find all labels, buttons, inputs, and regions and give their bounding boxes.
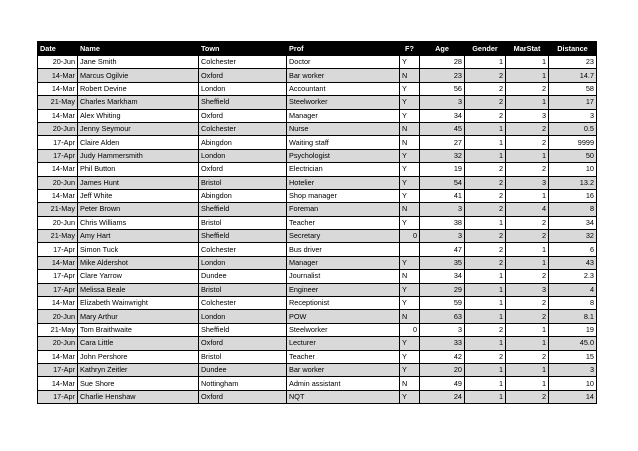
cell-prof[interactable]: Admin assistant bbox=[287, 377, 400, 390]
cell-town[interactable]: Dundee bbox=[199, 270, 287, 283]
cell-date[interactable]: 17-Apr bbox=[38, 363, 78, 376]
table-row bbox=[38, 350, 597, 363]
cell-age[interactable]: 49 bbox=[420, 377, 465, 390]
header-marstat[interactable]: MarStat bbox=[506, 42, 549, 56]
cell-date[interactable]: 20-Jun bbox=[38, 176, 78, 189]
cell-town[interactable]: Nottingham bbox=[199, 377, 287, 390]
cell-prof[interactable]: Bar worker bbox=[287, 363, 400, 376]
cell-town[interactable]: Oxford bbox=[199, 109, 287, 122]
cell-distance[interactable]: 3 bbox=[549, 109, 597, 122]
cell-date[interactable]: 21-May bbox=[38, 96, 78, 109]
cell-age[interactable]: 3 bbox=[420, 203, 465, 216]
cell-date[interactable]: 14-Mar bbox=[38, 109, 78, 122]
cell-prof[interactable]: Receptionist bbox=[287, 297, 400, 310]
cell-gender[interactable]: 1 bbox=[465, 270, 506, 283]
cell-name[interactable]: Alex Whiting bbox=[78, 109, 199, 122]
cell-prof[interactable]: Accountant bbox=[287, 82, 400, 95]
cell-gender[interactable]: 1 bbox=[465, 363, 506, 376]
cell-gender[interactable]: 1 bbox=[465, 136, 506, 149]
cell-prof[interactable]: Teacher bbox=[287, 350, 400, 363]
cell-gender[interactable]: 2 bbox=[465, 230, 506, 243]
cell-date[interactable]: 20-Jun bbox=[38, 216, 78, 229]
cell-town[interactable]: Abingdon bbox=[199, 136, 287, 149]
cell-age[interactable]: 3 bbox=[420, 323, 465, 336]
table-row bbox=[38, 122, 597, 135]
cell-prof[interactable]: Bus driver bbox=[287, 243, 400, 256]
cell-gender[interactable]: 1 bbox=[465, 216, 506, 229]
cell-distance[interactable]: 8 bbox=[549, 297, 597, 310]
cell-town[interactable]: Bristol bbox=[199, 216, 287, 229]
table-row bbox=[38, 56, 597, 69]
cell-f7[interactable]: N bbox=[400, 122, 420, 135]
cell-gender[interactable]: 2 bbox=[465, 69, 506, 82]
cell-distance[interactable]: 4 bbox=[549, 283, 597, 296]
cell-town[interactable]: Colchester bbox=[199, 243, 287, 256]
cell-age[interactable]: 19 bbox=[420, 163, 465, 176]
cell-marstat[interactable]: 1 bbox=[506, 149, 549, 162]
cell-name[interactable]: Kathryn Zeitler bbox=[78, 363, 199, 376]
table-row bbox=[38, 203, 597, 216]
cell-marstat[interactable]: 1 bbox=[506, 243, 549, 256]
header-age[interactable]: Age bbox=[420, 42, 465, 56]
cell-name[interactable]: Jeff White bbox=[78, 189, 199, 202]
cell-date[interactable]: 14-Mar bbox=[38, 377, 78, 390]
cell-prof[interactable]: Manager bbox=[287, 109, 400, 122]
cell-town[interactable]: Colchester bbox=[199, 122, 287, 135]
cell-name[interactable]: John Pershore bbox=[78, 350, 199, 363]
cell-age[interactable]: 35 bbox=[420, 256, 465, 269]
data-table bbox=[37, 41, 597, 404]
cell-age[interactable]: 63 bbox=[420, 310, 465, 323]
cell-age[interactable]: 3 bbox=[420, 96, 465, 109]
cell-distance[interactable]: 8 bbox=[549, 203, 597, 216]
cell-gender[interactable]: 2 bbox=[465, 243, 506, 256]
cell-gender[interactable]: 2 bbox=[465, 109, 506, 122]
cell-marstat[interactable]: 1 bbox=[506, 363, 549, 376]
cell-distance[interactable]: 3 bbox=[549, 363, 597, 376]
cell-distance[interactable]: 9999 bbox=[549, 136, 597, 149]
table-row bbox=[38, 96, 597, 109]
header-town[interactable]: Town bbox=[199, 42, 287, 56]
cell-marstat[interactable]: 1 bbox=[506, 69, 549, 82]
cell-date[interactable]: 14-Mar bbox=[38, 256, 78, 269]
cell-marstat[interactable]: 1 bbox=[506, 377, 549, 390]
cell-town[interactable]: Dundee bbox=[199, 363, 287, 376]
cell-marstat[interactable]: 2 bbox=[506, 163, 549, 176]
cell-date[interactable]: 21-May bbox=[38, 230, 78, 243]
cell-prof[interactable]: POW bbox=[287, 310, 400, 323]
cell-gender[interactable]: 2 bbox=[465, 96, 506, 109]
cell-prof[interactable]: NQT bbox=[287, 390, 400, 403]
cell-name[interactable]: James Hunt bbox=[78, 176, 199, 189]
cell-name[interactable]: Sue Shore bbox=[78, 377, 199, 390]
table-row bbox=[38, 270, 597, 283]
table-row bbox=[38, 337, 597, 350]
cell-f7[interactable] bbox=[400, 243, 420, 256]
table-row bbox=[38, 363, 597, 376]
cell-f7[interactable]: N bbox=[400, 310, 420, 323]
cell-f7[interactable]: 0 bbox=[400, 323, 420, 336]
cell-date[interactable]: 17-Apr bbox=[38, 390, 78, 403]
header-name[interactable]: Name bbox=[78, 42, 199, 56]
cell-distance[interactable]: 0.5 bbox=[549, 122, 597, 135]
table-row bbox=[38, 256, 597, 269]
cell-town[interactable]: Bristol bbox=[199, 350, 287, 363]
cell-prof[interactable]: Steelworker bbox=[287, 96, 400, 109]
cell-age[interactable]: 29 bbox=[420, 283, 465, 296]
table-row bbox=[38, 243, 597, 256]
cell-age[interactable]: 38 bbox=[420, 216, 465, 229]
cell-date[interactable]: 14-Mar bbox=[38, 163, 78, 176]
header-date[interactable]: Date bbox=[38, 42, 78, 56]
cell-distance[interactable]: 19 bbox=[549, 323, 597, 336]
cell-marstat[interactable]: 2 bbox=[506, 310, 549, 323]
cell-town[interactable]: Oxford bbox=[199, 163, 287, 176]
cell-name[interactable]: Clare Yarrow bbox=[78, 270, 199, 283]
cell-distance[interactable]: 23 bbox=[549, 56, 597, 69]
cell-f7[interactable]: Y bbox=[400, 56, 420, 69]
cell-age[interactable]: 54 bbox=[420, 176, 465, 189]
cell-date[interactable]: 14-Mar bbox=[38, 297, 78, 310]
cell-town[interactable]: Sheffield bbox=[199, 96, 287, 109]
cell-town[interactable]: Bristol bbox=[199, 176, 287, 189]
cell-marstat[interactable]: 1 bbox=[506, 337, 549, 350]
cell-age[interactable]: 32 bbox=[420, 149, 465, 162]
cell-town[interactable]: London bbox=[199, 82, 287, 95]
cell-gender[interactable]: 1 bbox=[465, 283, 506, 296]
cell-date[interactable]: 20-Jun bbox=[38, 337, 78, 350]
cell-marstat[interactable]: 1 bbox=[506, 189, 549, 202]
cell-gender[interactable]: 2 bbox=[465, 350, 506, 363]
cell-prof[interactable]: Hotelier bbox=[287, 176, 400, 189]
cell-f7[interactable]: Y bbox=[400, 109, 420, 122]
table-row bbox=[38, 136, 597, 149]
cell-age[interactable]: 41 bbox=[420, 189, 465, 202]
cell-age[interactable]: 23 bbox=[420, 69, 465, 82]
cell-age[interactable]: 27 bbox=[420, 136, 465, 149]
cell-town[interactable]: Bristol bbox=[199, 283, 287, 296]
table-row bbox=[38, 109, 597, 122]
cell-gender[interactable]: 2 bbox=[465, 256, 506, 269]
cell-prof[interactable]: Steelworker bbox=[287, 323, 400, 336]
cell-name[interactable]: Marcus Ogilvie bbox=[78, 69, 199, 82]
cell-f7[interactable]: 0 bbox=[400, 230, 420, 243]
cell-gender[interactable]: 1 bbox=[465, 337, 506, 350]
cell-date[interactable]: 20-Jun bbox=[38, 56, 78, 69]
cell-f7[interactable]: Y bbox=[400, 163, 420, 176]
cell-age[interactable]: 59 bbox=[420, 297, 465, 310]
cell-marstat[interactable]: 4 bbox=[506, 203, 549, 216]
cell-name[interactable]: Claire Alden bbox=[78, 136, 199, 149]
cell-town[interactable]: Oxford bbox=[199, 69, 287, 82]
cell-marstat[interactable]: 3 bbox=[506, 176, 549, 189]
cell-date[interactable]: 21-May bbox=[38, 203, 78, 216]
cell-name[interactable]: Amy Hart bbox=[78, 230, 199, 243]
cell-town[interactable]: Sheffield bbox=[199, 323, 287, 336]
cell-age[interactable]: 24 bbox=[420, 390, 465, 403]
cell-prof[interactable]: Bar worker bbox=[287, 69, 400, 82]
header-gender[interactable]: Gender bbox=[465, 42, 506, 56]
cell-marstat[interactable]: 2 bbox=[506, 270, 549, 283]
cell-distance[interactable]: 8.1 bbox=[549, 310, 597, 323]
cell-gender[interactable]: 2 bbox=[465, 323, 506, 336]
cell-town[interactable]: Abingdon bbox=[199, 189, 287, 202]
cell-gender[interactable]: 1 bbox=[465, 149, 506, 162]
cell-name[interactable]: Jane Smith bbox=[78, 56, 199, 69]
table-row bbox=[38, 297, 597, 310]
cell-date[interactable]: 14-Mar bbox=[38, 350, 78, 363]
cell-distance[interactable]: 16 bbox=[549, 189, 597, 202]
cell-marstat[interactable]: 2 bbox=[506, 390, 549, 403]
cell-date[interactable]: 20-Jun bbox=[38, 122, 78, 135]
cell-prof[interactable]: Foreman bbox=[287, 203, 400, 216]
cell-distance[interactable]: 50 bbox=[549, 149, 597, 162]
cell-f7[interactable]: Y bbox=[400, 337, 420, 350]
cell-f7[interactable]: N bbox=[400, 377, 420, 390]
cell-town[interactable]: Colchester bbox=[199, 56, 287, 69]
cell-f7[interactable]: Y bbox=[400, 363, 420, 376]
table-row bbox=[38, 390, 597, 403]
cell-distance[interactable]: 15 bbox=[549, 350, 597, 363]
cell-town[interactable]: London bbox=[199, 256, 287, 269]
cell-prof[interactable]: Manager bbox=[287, 256, 400, 269]
cell-age[interactable]: 56 bbox=[420, 82, 465, 95]
cell-name[interactable]: Tom Braithwaite bbox=[78, 323, 199, 336]
cell-prof[interactable]: Engineer bbox=[287, 283, 400, 296]
cell-gender[interactable]: 2 bbox=[465, 189, 506, 202]
cell-marstat[interactable]: 2 bbox=[506, 350, 549, 363]
cell-f7[interactable]: Y bbox=[400, 82, 420, 95]
cell-distance[interactable]: 10 bbox=[549, 163, 597, 176]
cell-name[interactable]: Mary Arthur bbox=[78, 310, 199, 323]
cell-gender[interactable]: 2 bbox=[465, 203, 506, 216]
cell-gender[interactable]: 1 bbox=[465, 310, 506, 323]
cell-marstat[interactable]: 1 bbox=[506, 256, 549, 269]
cell-date[interactable]: 17-Apr bbox=[38, 149, 78, 162]
cell-age[interactable]: 3 bbox=[420, 230, 465, 243]
cell-age[interactable]: 42 bbox=[420, 350, 465, 363]
cell-name[interactable]: Melissa Beale bbox=[78, 283, 199, 296]
cell-marstat[interactable]: 2 bbox=[506, 82, 549, 95]
cell-prof[interactable]: Psychologist bbox=[287, 149, 400, 162]
cell-gender[interactable]: 2 bbox=[465, 163, 506, 176]
cell-marstat[interactable]: 1 bbox=[506, 96, 549, 109]
header-f7[interactable]: F? bbox=[400, 42, 420, 56]
table-row bbox=[38, 283, 597, 296]
cell-gender[interactable]: 2 bbox=[465, 82, 506, 95]
cell-distance[interactable]: 32 bbox=[549, 230, 597, 243]
cell-date[interactable]: 20-Jun bbox=[38, 310, 78, 323]
cell-f7[interactable]: N bbox=[400, 69, 420, 82]
cell-prof[interactable]: Nurse bbox=[287, 122, 400, 135]
cell-f7[interactable]: Y bbox=[400, 149, 420, 162]
cell-distance[interactable]: 45.0 bbox=[549, 337, 597, 350]
cell-town[interactable]: Sheffield bbox=[199, 230, 287, 243]
cell-date[interactable]: 17-Apr bbox=[38, 136, 78, 149]
cell-distance[interactable]: 14 bbox=[549, 390, 597, 403]
cell-distance[interactable]: 6 bbox=[549, 243, 597, 256]
cell-f7[interactable]: Y bbox=[400, 256, 420, 269]
cell-gender[interactable]: 1 bbox=[465, 297, 506, 310]
cell-marstat[interactable]: 2 bbox=[506, 122, 549, 135]
cell-f7[interactable]: Y bbox=[400, 350, 420, 363]
cell-date[interactable]: 14-Mar bbox=[38, 189, 78, 202]
cell-f7[interactable]: Y bbox=[400, 216, 420, 229]
cell-name[interactable]: Mike Aldershot bbox=[78, 256, 199, 269]
table-row bbox=[38, 216, 597, 229]
cell-prof[interactable]: Electrician bbox=[287, 163, 400, 176]
cell-town[interactable]: Sheffield bbox=[199, 203, 287, 216]
cell-date[interactable]: 21-May bbox=[38, 323, 78, 336]
cell-f7[interactable]: Y bbox=[400, 390, 420, 403]
cell-name[interactable]: Charlie Henshaw bbox=[78, 390, 199, 403]
table-row bbox=[38, 82, 597, 95]
header-distance[interactable]: Distance bbox=[549, 42, 597, 56]
cell-name[interactable]: Cara Little bbox=[78, 337, 199, 350]
table-row bbox=[38, 176, 597, 189]
cell-marstat[interactable]: 1 bbox=[506, 323, 549, 336]
cell-marstat[interactable]: 3 bbox=[506, 283, 549, 296]
cell-name[interactable]: Simon Tuck bbox=[78, 243, 199, 256]
cell-date[interactable]: 14-Mar bbox=[38, 69, 78, 82]
cell-date[interactable]: 17-Apr bbox=[38, 270, 78, 283]
cell-name[interactable]: Jenny Seymour bbox=[78, 122, 199, 135]
cell-date[interactable]: 17-Apr bbox=[38, 283, 78, 296]
cell-town[interactable]: London bbox=[199, 149, 287, 162]
cell-f7[interactable]: N bbox=[400, 136, 420, 149]
cell-marstat[interactable]: 3 bbox=[506, 109, 549, 122]
cell-f7[interactable]: N bbox=[400, 270, 420, 283]
table-row bbox=[38, 163, 597, 176]
cell-prof[interactable]: Lecturer bbox=[287, 337, 400, 350]
cell-gender[interactable]: 1 bbox=[465, 377, 506, 390]
cell-name[interactable]: Robert Devine bbox=[78, 82, 199, 95]
table-row bbox=[38, 377, 597, 390]
cell-town[interactable]: Colchester bbox=[199, 297, 287, 310]
cell-date[interactable]: 17-Apr bbox=[38, 243, 78, 256]
cell-prof[interactable]: Secretary bbox=[287, 230, 400, 243]
table-row bbox=[38, 230, 597, 243]
cell-age[interactable]: 34 bbox=[420, 109, 465, 122]
cell-age[interactable]: 20 bbox=[420, 363, 465, 376]
cell-town[interactable]: Oxford bbox=[199, 390, 287, 403]
cell-gender[interactable]: 2 bbox=[465, 176, 506, 189]
cell-age[interactable]: 47 bbox=[420, 243, 465, 256]
cell-f7[interactable]: N bbox=[400, 203, 420, 216]
cell-distance[interactable]: 10 bbox=[549, 377, 597, 390]
table-row bbox=[38, 149, 597, 162]
cell-distance[interactable]: 13.2 bbox=[549, 176, 597, 189]
cell-prof[interactable]: Shop manager bbox=[287, 189, 400, 202]
table-row bbox=[38, 189, 597, 202]
cell-f7[interactable]: Y bbox=[400, 297, 420, 310]
cell-marstat[interactable]: 2 bbox=[506, 230, 549, 243]
cell-name[interactable]: Elizabeth Wainwright bbox=[78, 297, 199, 310]
cell-age[interactable]: 45 bbox=[420, 122, 465, 135]
cell-prof[interactable]: Doctor bbox=[287, 56, 400, 69]
table-row bbox=[38, 323, 597, 336]
cell-age[interactable]: 28 bbox=[420, 56, 465, 69]
cell-distance[interactable]: 2.3 bbox=[549, 270, 597, 283]
cell-date[interactable]: 14-Mar bbox=[38, 82, 78, 95]
cell-prof[interactable]: Journalist bbox=[287, 270, 400, 283]
table-body bbox=[38, 56, 597, 404]
cell-f7[interactable]: Y bbox=[400, 96, 420, 109]
cell-marstat[interactable]: 2 bbox=[506, 216, 549, 229]
cell-distance[interactable]: 17 bbox=[549, 96, 597, 109]
cell-gender[interactable]: 1 bbox=[465, 390, 506, 403]
cell-name[interactable]: Judy Hammersmith bbox=[78, 149, 199, 162]
cell-distance[interactable]: 43 bbox=[549, 256, 597, 269]
cell-prof[interactable]: Waiting staff bbox=[287, 136, 400, 149]
cell-distance[interactable]: 34 bbox=[549, 216, 597, 229]
cell-gender[interactable]: 1 bbox=[465, 122, 506, 135]
cell-marstat[interactable]: 2 bbox=[506, 297, 549, 310]
cell-name[interactable]: Phil Button bbox=[78, 163, 199, 176]
cell-distance[interactable]: 14.7 bbox=[549, 69, 597, 82]
cell-town[interactable]: Oxford bbox=[199, 337, 287, 350]
cell-name[interactable]: Chris Williams bbox=[78, 216, 199, 229]
cell-marstat[interactable]: 2 bbox=[506, 136, 549, 149]
cell-prof[interactable]: Teacher bbox=[287, 216, 400, 229]
cell-name[interactable]: Peter Brown bbox=[78, 203, 199, 216]
cell-town[interactable]: London bbox=[199, 310, 287, 323]
cell-marstat[interactable]: 1 bbox=[506, 56, 549, 69]
cell-age[interactable]: 33 bbox=[420, 337, 465, 350]
header-row bbox=[38, 42, 597, 56]
cell-f7[interactable]: Y bbox=[400, 176, 420, 189]
table-row bbox=[38, 69, 597, 82]
cell-distance[interactable]: 58 bbox=[549, 82, 597, 95]
cell-name[interactable]: Charles Markham bbox=[78, 96, 199, 109]
cell-gender[interactable]: 1 bbox=[465, 56, 506, 69]
table-row bbox=[38, 310, 597, 323]
cell-f7[interactable]: Y bbox=[400, 283, 420, 296]
cell-age[interactable]: 34 bbox=[420, 270, 465, 283]
header-prof[interactable]: Prof bbox=[287, 42, 400, 56]
cell-f7[interactable]: Y bbox=[400, 189, 420, 202]
